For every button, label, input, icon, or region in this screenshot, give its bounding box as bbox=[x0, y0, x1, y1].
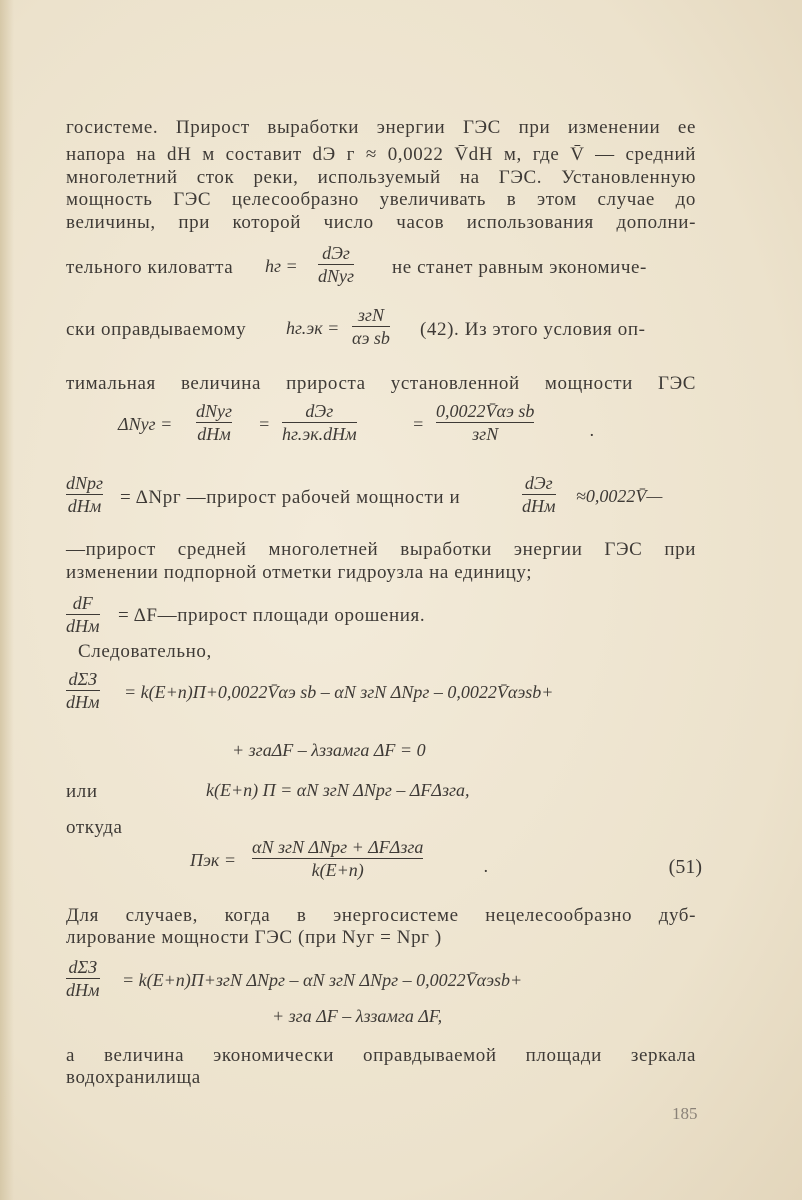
page-number: 185 bbox=[672, 1104, 698, 1123]
text-line: тимальная величина прироста установленной мощности ГЭС bbox=[66, 373, 696, 394]
fraction-denominator: dHм bbox=[66, 980, 100, 1000]
formula-rhs: = k(E+n)П+0,0022V̄αэ sb – αN згN ΔNpг – 0,0022V̄αэsb+ bbox=[124, 682, 554, 702]
text-line: = ΔF—прирост площади орошения. bbox=[118, 605, 426, 626]
fraction-numerator: dΣЗ bbox=[68, 957, 98, 977]
text-line: многолетний сток реки, используемый на ГЭС. Установленную bbox=[66, 167, 696, 188]
fraction-denominator: dHм bbox=[197, 424, 231, 444]
text-line: мощность ГЭС целесообразно увеличивать в этом случае до bbox=[66, 189, 696, 210]
text-line: водохранилища bbox=[66, 1067, 201, 1088]
page-edge-shadow bbox=[0, 0, 14, 1200]
fraction bbox=[66, 592, 100, 637]
text-line: тельного киловатта bbox=[66, 257, 234, 278]
formula: k(E+n) П = αN згN ΔNpг – ΔFΔзга, bbox=[206, 780, 470, 800]
text-line: напора на dH м составит dЭ г ≈ 0,0022 V̄dH м, где V̄ — средний bbox=[66, 144, 696, 165]
text-line: изменении подпорной отметки гидроузла на единицу; bbox=[66, 562, 533, 583]
fraction-denominator: dHм bbox=[66, 692, 100, 712]
fraction-denominator: αэ sb bbox=[352, 328, 390, 348]
text-line: не станет равным экономиче- bbox=[392, 257, 647, 278]
fraction bbox=[66, 668, 100, 713]
fraction-numerator: dF bbox=[72, 593, 93, 613]
text-line: Для случаев, когда в энергосистеме нецелесообразно дуб- bbox=[66, 905, 696, 926]
fraction-numerator: dΣЗ bbox=[68, 669, 98, 689]
fraction-numerator: dЭг bbox=[305, 401, 334, 421]
text-line: ски оправдываемому bbox=[66, 319, 247, 340]
fraction-numerator: dNуг bbox=[196, 401, 233, 421]
fraction-numerator: 0,0022V̄αэ sb bbox=[436, 401, 535, 421]
equation-number: (51) bbox=[668, 856, 702, 878]
fraction bbox=[66, 956, 100, 1001]
period: . bbox=[484, 856, 489, 876]
fraction-denominator: dHм bbox=[522, 496, 556, 516]
fraction bbox=[522, 472, 556, 517]
equals-sign: = bbox=[258, 414, 271, 434]
formula-lhs: hг.эк = bbox=[286, 318, 340, 338]
fraction bbox=[196, 400, 232, 445]
fraction bbox=[282, 400, 357, 445]
text-line: —прирост средней многолетней выработки энергии ГЭС при bbox=[66, 539, 696, 560]
fraction-denominator: hг.эк.dHм bbox=[282, 424, 357, 444]
fraction bbox=[352, 304, 390, 349]
fraction-numerator: dЭг bbox=[524, 473, 553, 493]
formula-rhs: ≈0,0022V̄— bbox=[576, 486, 663, 506]
text-line: = ΔNpг —прирост рабочей мощности и bbox=[120, 487, 461, 508]
formula-rhs: = k(E+n)П+згN ΔNpг – αN згN ΔNpг – 0,0022V̄αэsb+ bbox=[122, 970, 523, 990]
formula-rhs: + зга ΔF – λззамга ΔF, bbox=[272, 1006, 443, 1026]
period: . bbox=[590, 420, 595, 440]
text-line: откуда bbox=[66, 817, 123, 838]
fraction bbox=[436, 400, 534, 445]
text-line: (42). Из этого условия оп- bbox=[420, 319, 646, 340]
fraction-numerator: dNpг bbox=[66, 473, 104, 493]
fraction-denominator: dHм bbox=[66, 616, 100, 636]
fraction bbox=[252, 836, 423, 881]
fraction-denominator: dHм bbox=[67, 496, 102, 516]
fraction bbox=[318, 242, 354, 287]
formula-lhs: ΔNуг = bbox=[118, 414, 173, 434]
text-line: а величина экономически оправдываемой площади зеркала bbox=[66, 1045, 696, 1066]
fraction-denominator: k(E+n) bbox=[311, 860, 364, 880]
fraction bbox=[66, 472, 103, 517]
text-line: госистеме. Прирост выработки энергии ГЭС при изменении ее bbox=[66, 117, 696, 138]
equals-sign: = bbox=[412, 414, 425, 434]
formula-lhs: Пэк = bbox=[190, 850, 237, 870]
fraction-denominator: згN bbox=[472, 424, 499, 444]
formula-rhs: + згаΔF – λззамга ΔF = 0 bbox=[232, 740, 426, 760]
text-line: или bbox=[66, 781, 98, 802]
formula-lhs: hг = bbox=[265, 256, 298, 276]
fraction-denominator: dNуг bbox=[318, 266, 355, 286]
text-line: лирование мощности ГЭС (при Nуг = Npг ) bbox=[66, 927, 442, 948]
text-line: Следовательно, bbox=[78, 641, 212, 662]
fraction-numerator: згN bbox=[357, 305, 384, 325]
fraction-numerator: dЭг bbox=[322, 243, 350, 263]
fraction-numerator: αN згN ΔNpг + ΔFΔзга bbox=[252, 837, 424, 857]
text-line: величины, при которой число часов использования дополни- bbox=[66, 212, 696, 233]
